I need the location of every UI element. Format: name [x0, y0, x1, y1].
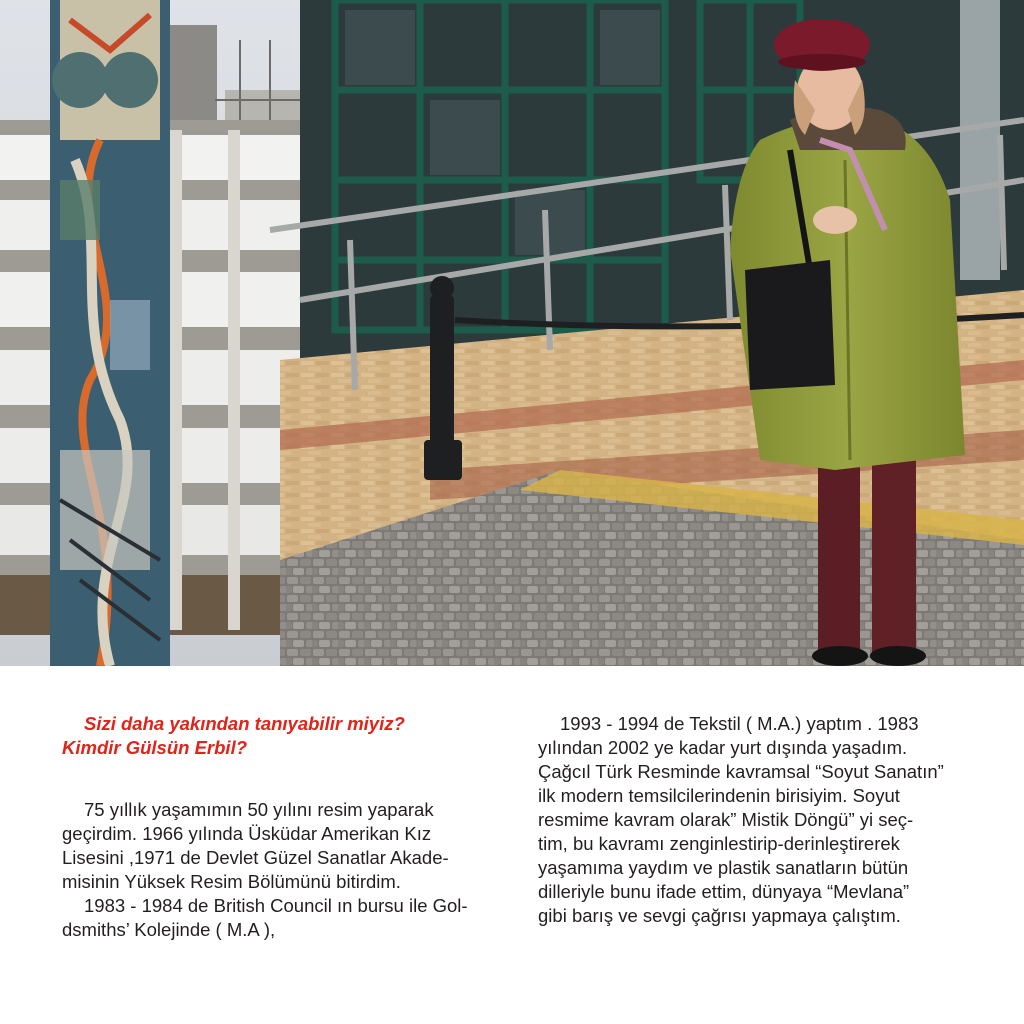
text-line: yaşamıma yaydım ve plastik sanatların bütün	[538, 857, 909, 878]
paragraph	[538, 712, 978, 928]
text-line: yılından 2002 ye kadar yurt dışında yaşadım.	[538, 737, 908, 758]
question-line-2: Kimdir Gülsün Erbil?	[62, 737, 248, 758]
text-line: Lisesini ,1971 de Devlet Güzel Sanatlar Akade-	[62, 847, 449, 868]
question-heading	[62, 712, 512, 760]
text-line: gibi barış ve sevgi çağrısı yapmaya çalıştım.	[538, 905, 901, 926]
text-line: 1983 - 1984 de British Council ın bursu ile Gol-	[84, 895, 468, 916]
question-line-1: Sizi daha yakından tanıyabilir miyiz?	[84, 713, 405, 734]
mosaic-column	[50, 0, 170, 666]
left-column	[62, 712, 512, 942]
text-line: Çağcıl Türk Resminde kavramsal “Soyut Sanatın”	[538, 761, 944, 782]
text-line: dsmiths’ Kolejinde ( M.A ),	[62, 919, 276, 940]
text-line: tim, bu kavramı zenginlestirip-derinleştirerek	[538, 833, 900, 854]
paragraph	[62, 798, 512, 942]
text-line: dilleriyle bunu ifade ettim, dünyaya “Mevlana”	[538, 881, 910, 902]
text-line: 1993 - 1994 de Tekstil ( M.A.) yaptım . 1983	[560, 713, 919, 734]
text-line: geçirdim. 1966 yılında Üsküdar Amerikan Kız	[62, 823, 432, 844]
text-line: misinin Yüksek Resim Bölümünü bitirdim.	[62, 871, 401, 892]
right-column	[538, 712, 978, 928]
spacer	[62, 760, 512, 784]
spacer	[62, 784, 512, 798]
text-line: resmime kavram olarak” Mistik Döngü” yi seç-	[538, 809, 914, 830]
text-line: ilk modern temsilcilerindenin birisiyim. Soyut	[538, 785, 900, 806]
text-line: 75 yıllık yaşamımın 50 yılını resim yaparak	[84, 799, 434, 820]
